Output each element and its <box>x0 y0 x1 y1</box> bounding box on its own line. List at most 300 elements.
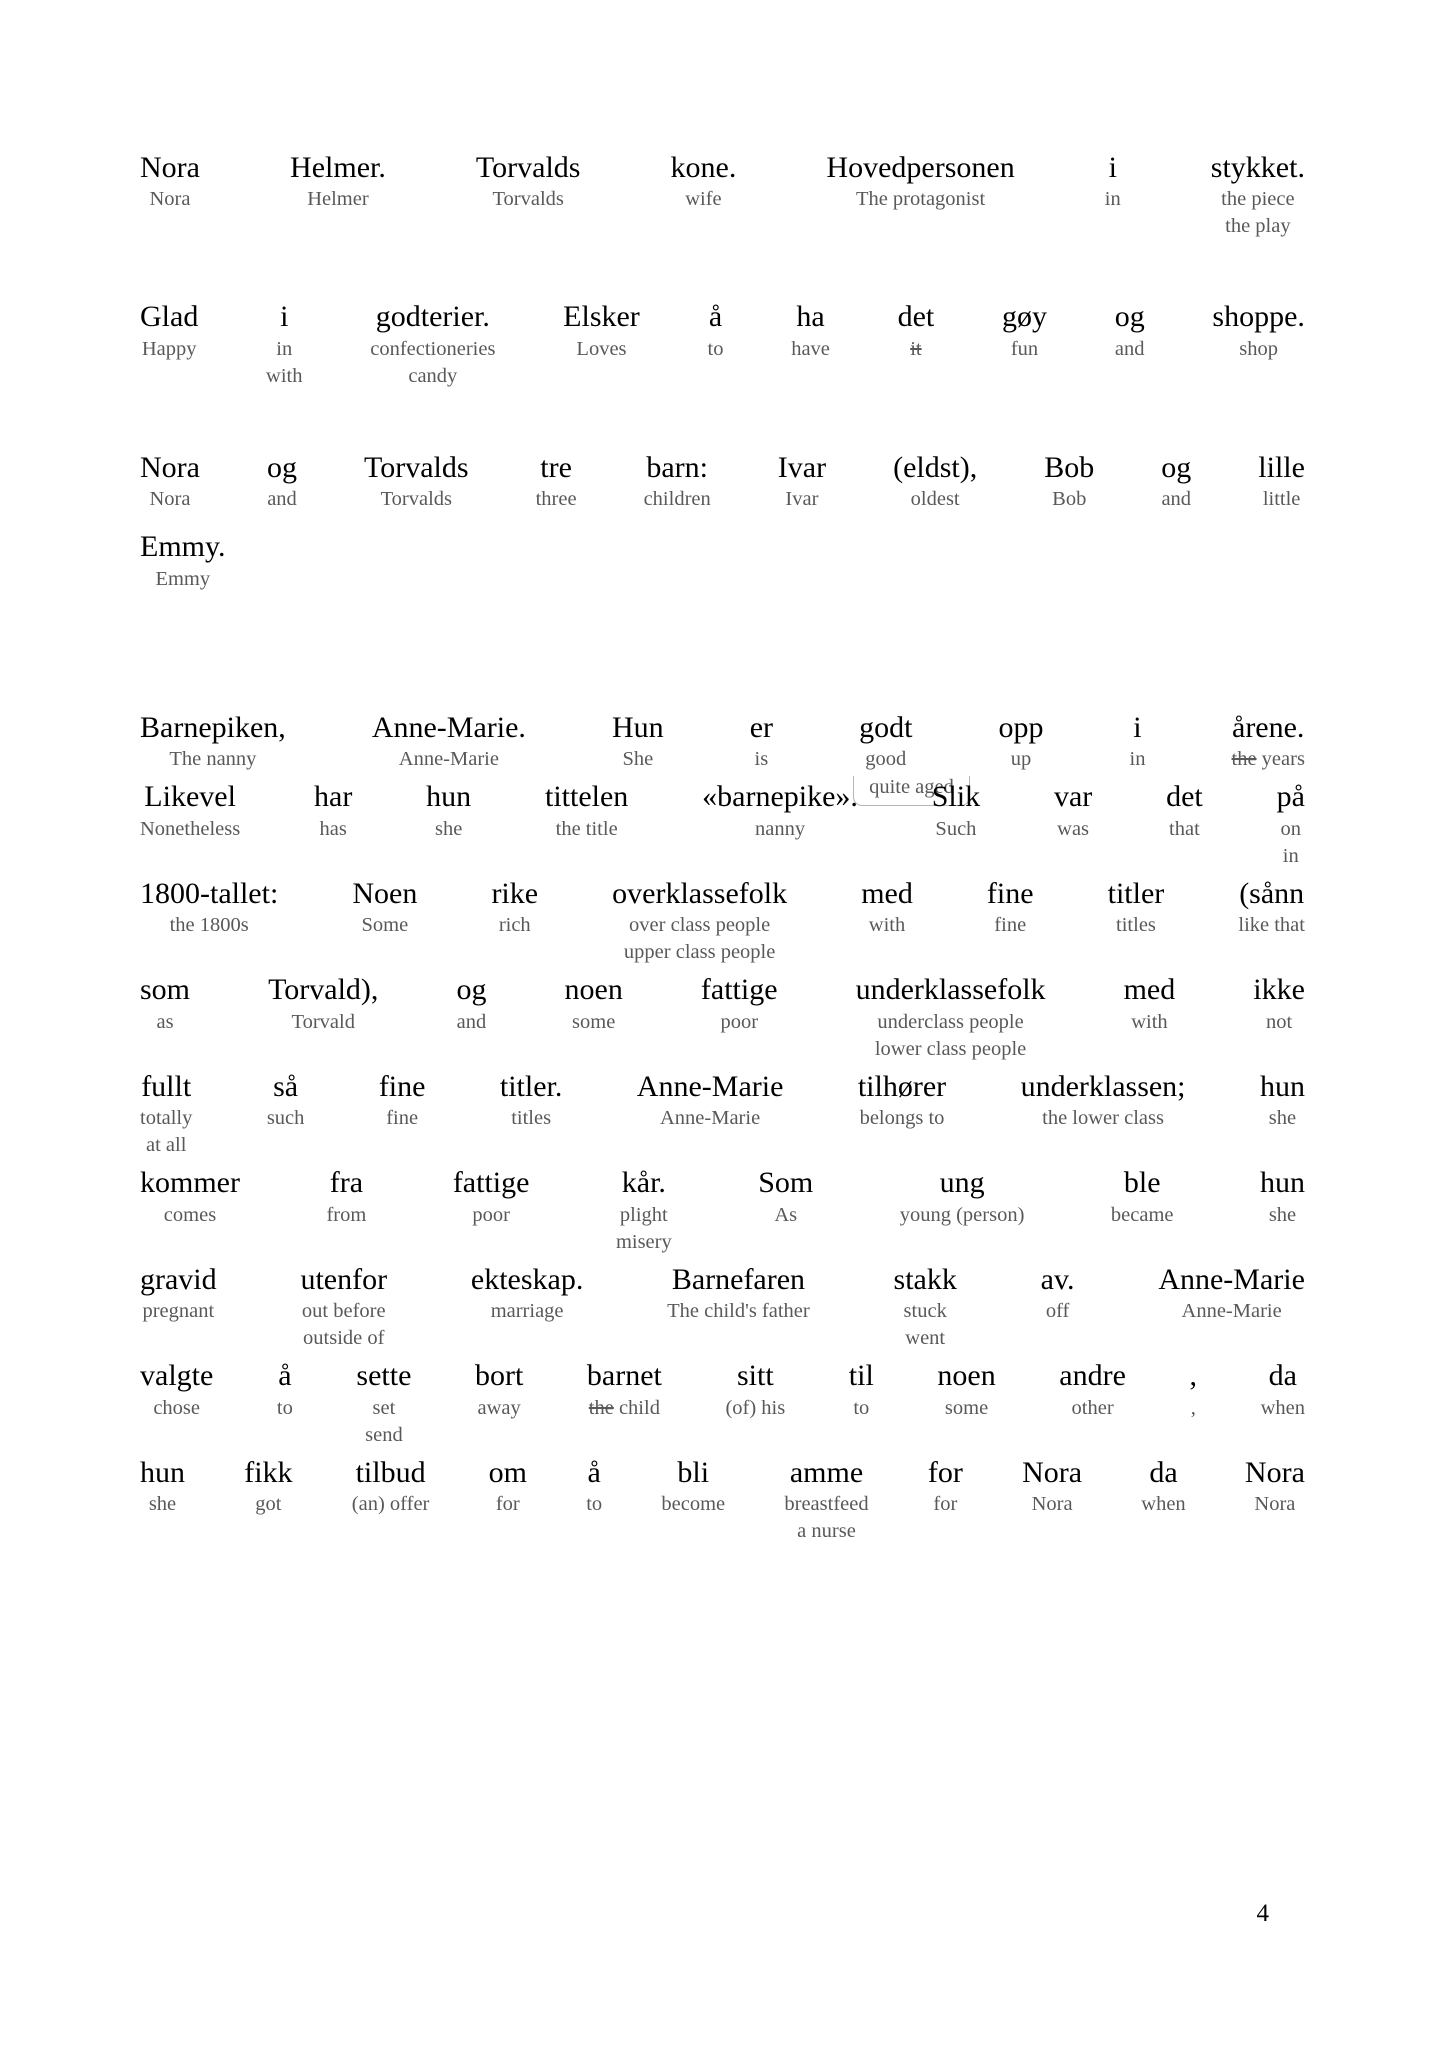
paragraph <box>140 450 1305 593</box>
word-unit[interactable] <box>644 450 711 513</box>
source-word: fullt <box>141 1069 192 1103</box>
gloss-primary: wife <box>685 188 722 211</box>
source-word: var <box>1053 780 1093 814</box>
gloss-primary: Bob <box>1052 488 1087 511</box>
word-unit[interactable] <box>379 1069 426 1132</box>
source-word: (sånn <box>1239 876 1305 910</box>
word-unit[interactable] <box>476 150 581 213</box>
source-word: og <box>456 973 487 1007</box>
gloss-primary: not <box>1266 1010 1293 1033</box>
source-word: , <box>1189 1359 1197 1393</box>
word-unit[interactable] <box>637 1069 784 1132</box>
interlinear-line <box>140 876 1305 966</box>
gloss-primary: three <box>535 488 577 511</box>
gloss-primary: with <box>1131 1010 1168 1033</box>
word-unit[interactable] <box>1260 1165 1305 1228</box>
source-word: valgte <box>140 1359 214 1393</box>
gloss-primary <box>910 336 921 363</box>
gloss-primary: children <box>643 488 711 511</box>
source-word: og <box>1161 450 1192 484</box>
gloss-primary: to <box>853 1396 870 1419</box>
word-unit[interactable] <box>671 150 737 213</box>
gloss-alternate: in <box>1282 844 1299 867</box>
source-word: i <box>1133 710 1142 744</box>
gloss-primary: the title <box>555 817 618 840</box>
word-unit[interactable] <box>587 1358 662 1421</box>
gloss-alternate: lower class people <box>874 1037 1027 1060</box>
word-unit[interactable] <box>701 972 778 1035</box>
gloss-alternate: a nurse <box>797 1520 856 1543</box>
paragraph <box>140 299 1305 389</box>
word-unit[interactable] <box>616 1165 672 1255</box>
word-unit[interactable] <box>1232 710 1305 773</box>
gloss-primary: as <box>156 1010 174 1033</box>
word-unit[interactable] <box>667 1262 810 1325</box>
source-word: fattige <box>700 973 778 1007</box>
word-unit[interactable] <box>900 1165 1025 1228</box>
word-unit[interactable] <box>778 450 826 513</box>
gloss-primary: that <box>1169 817 1200 840</box>
word-unit[interactable] <box>1002 299 1047 362</box>
interlinear-line <box>140 972 1305 1062</box>
interlinear-text-body <box>140 0 1305 1545</box>
source-word: amme <box>789 1455 864 1489</box>
paragraph <box>140 710 1305 1545</box>
gloss-primary: fun <box>1010 337 1039 360</box>
word-unit[interactable] <box>140 710 286 773</box>
source-word: barnet <box>586 1359 662 1393</box>
source-word: Nora <box>140 151 200 184</box>
word-unit[interactable] <box>861 876 913 939</box>
word-unit[interactable] <box>565 972 623 1035</box>
source-word: sitt <box>736 1359 774 1393</box>
gloss-primary: titles <box>1116 914 1156 937</box>
word-unit[interactable] <box>471 1262 583 1325</box>
gloss-primary: to <box>276 1396 293 1419</box>
source-word: 1800-tallet: <box>140 876 279 910</box>
source-word: Helmer. <box>290 151 386 184</box>
word-unit[interactable] <box>856 972 1046 1062</box>
word-unit[interactable] <box>268 972 378 1035</box>
source-word: så <box>273 1069 299 1103</box>
gloss-primary: when <box>1141 1493 1186 1516</box>
source-word: hun <box>426 780 472 814</box>
word-unit[interactable] <box>1258 450 1305 513</box>
word-unit[interactable] <box>426 779 471 842</box>
gloss-primary: become <box>661 1493 726 1516</box>
gloss-primary: underclass people <box>877 1010 1024 1033</box>
interlinear-line <box>140 1262 1305 1352</box>
source-word: å <box>278 1359 292 1393</box>
struck-gloss-word: the <box>1231 748 1257 771</box>
struck-gloss-text: it <box>910 337 922 360</box>
word-unit[interactable] <box>563 299 640 362</box>
word-unit[interactable] <box>932 779 980 842</box>
source-word: årene. <box>1232 710 1305 744</box>
source-word: Hovedpersonen <box>826 151 1015 184</box>
word-unit[interactable] <box>475 1358 523 1421</box>
word-unit[interactable] <box>702 779 858 842</box>
gloss-primary: in <box>276 337 293 360</box>
gloss-primary: stuck <box>903 1300 947 1323</box>
source-word: Bob <box>1044 450 1095 484</box>
word-unit[interactable] <box>725 1358 785 1421</box>
word-unit[interactable] <box>372 710 526 773</box>
gloss-primary: in <box>1104 188 1121 211</box>
gloss-primary: got <box>255 1493 282 1516</box>
word-unit[interactable] <box>326 1165 366 1228</box>
gloss-primary: on <box>1280 817 1301 840</box>
source-word: noen <box>564 973 623 1007</box>
gloss-primary: breastfeed <box>784 1493 869 1516</box>
source-word: hun <box>1259 1166 1305 1200</box>
gloss-primary: confectioneries <box>370 337 496 360</box>
word-unit[interactable] <box>500 1069 563 1132</box>
word-unit[interactable] <box>1253 972 1305 1035</box>
gloss-primary: over class people <box>629 914 771 937</box>
gloss-primary: for <box>933 1493 958 1516</box>
annotation-boxed[interactable]: quite aged <box>853 774 970 806</box>
word-unit[interactable] <box>267 1069 305 1132</box>
word-unit[interactable] <box>1044 450 1094 513</box>
word-unit[interactable] <box>1054 779 1092 842</box>
gloss-primary: she <box>148 1493 177 1516</box>
source-word: ha <box>796 300 825 334</box>
word-unit[interactable] <box>661 1455 725 1518</box>
source-word: tilhører <box>857 1069 947 1103</box>
gloss-primary: Happy <box>141 337 197 360</box>
word-unit[interactable] <box>140 529 226 592</box>
word-unit[interactable] <box>1124 972 1176 1035</box>
gloss-primary: she <box>1268 1203 1297 1226</box>
gloss-primary: has <box>319 817 347 840</box>
gloss-alternate: misery <box>615 1230 672 1253</box>
gloss-primary: fine <box>994 914 1027 937</box>
word-unit[interactable] <box>708 299 724 362</box>
gloss-primary: Loves <box>576 337 627 360</box>
source-word: underklassefolk <box>855 973 1046 1007</box>
gloss-primary: young (person) <box>899 1203 1025 1226</box>
interlinear-line <box>140 1455 1305 1545</box>
source-word: kår. <box>621 1166 666 1200</box>
word-unit[interactable] <box>987 876 1034 939</box>
gloss-primary: She <box>622 748 654 771</box>
gloss-primary: marriage <box>490 1300 564 1323</box>
gloss-primary: shop <box>1239 337 1279 360</box>
vertical-spacer <box>140 392 1305 450</box>
word-unit[interactable] <box>1141 1455 1185 1518</box>
gloss-primary <box>589 1395 660 1422</box>
word-unit[interactable] <box>1277 779 1305 869</box>
gloss-primary: the 1800s <box>169 914 249 937</box>
word-unit[interactable] <box>453 1165 530 1228</box>
source-word: det <box>897 300 935 334</box>
word-unit[interactable] <box>140 779 240 842</box>
word-unit[interactable] <box>1190 1358 1198 1421</box>
source-word: bort <box>474 1359 524 1393</box>
gloss-primary: and <box>1114 337 1145 360</box>
word-unit[interactable] <box>491 876 538 939</box>
word-unit[interactable] <box>356 1358 411 1448</box>
gloss-primary: she <box>1268 1107 1297 1130</box>
source-word: fattige <box>452 1166 530 1200</box>
source-word: Nora <box>1244 1455 1305 1489</box>
word-unit[interactable] <box>1022 1455 1082 1518</box>
paragraph <box>140 150 1305 240</box>
word-unit[interactable] <box>1212 299 1305 362</box>
word-unit[interactable] <box>267 450 297 513</box>
gloss-primary: comes <box>163 1203 217 1226</box>
word-unit[interactable] <box>1238 876 1305 939</box>
source-word: godterier. <box>375 300 490 334</box>
gloss-word: child <box>618 1396 660 1419</box>
source-word: fine <box>378 1069 426 1103</box>
word-unit[interactable] <box>612 710 664 773</box>
word-unit[interactable] <box>750 710 773 773</box>
source-word: fra <box>329 1166 364 1200</box>
gloss-primary: poor <box>720 1010 759 1033</box>
source-word: tilbud <box>355 1455 426 1489</box>
source-word: ung <box>939 1166 985 1200</box>
gloss-primary: Nora <box>149 188 191 211</box>
word-unit[interactable] <box>140 299 198 362</box>
gloss-primary: Ivar <box>785 488 819 511</box>
source-word: bli <box>677 1455 710 1489</box>
source-word: gøy <box>1001 300 1047 334</box>
word-unit[interactable] <box>545 779 628 842</box>
source-word: fikk <box>244 1455 293 1489</box>
gloss-primary: the piece <box>1221 188 1295 211</box>
word-unit[interactable] <box>791 299 830 362</box>
source-word: noen <box>937 1359 996 1393</box>
word-unit[interactable] <box>140 450 200 513</box>
source-word: det <box>1166 780 1203 814</box>
gloss-primary: the lower class <box>1042 1107 1164 1130</box>
gloss-primary: was <box>1057 817 1090 840</box>
word-unit[interactable] <box>140 1358 213 1421</box>
gloss-primary: pregnant <box>142 1300 215 1323</box>
source-word: godt <box>859 710 913 744</box>
gloss-primary: The nanny <box>169 748 257 771</box>
source-word: for <box>927 1455 963 1489</box>
vertical-spacer <box>140 0 1305 150</box>
source-word: Noen <box>352 876 418 910</box>
gloss-primary: The protagonist <box>855 188 986 211</box>
word-unit[interactable] <box>849 1358 874 1421</box>
vertical-spacer <box>140 242 1305 299</box>
word-unit[interactable] <box>277 1358 293 1421</box>
source-word: med <box>861 876 913 910</box>
gloss-primary: Torvalds <box>492 188 564 211</box>
word-unit[interactable] <box>266 299 302 389</box>
word-unit[interactable] <box>1105 150 1121 213</box>
word-unit[interactable] <box>244 1455 292 1518</box>
gloss-alternate: at all <box>145 1134 187 1157</box>
word-unit[interactable] <box>1211 150 1305 240</box>
gloss-primary: and <box>267 488 297 511</box>
line-spacer <box>140 515 1305 529</box>
source-word: Barnefaren <box>671 1262 806 1296</box>
source-word: av. <box>1040 1262 1075 1296</box>
word-unit[interactable] <box>140 1455 185 1518</box>
word-unit[interactable] <box>1245 1455 1305 1518</box>
word-unit[interactable] <box>300 1262 387 1352</box>
source-word: Nora <box>1022 1455 1083 1489</box>
gloss-primary: with <box>868 914 906 937</box>
struck-gloss-word: the <box>588 1396 614 1419</box>
gloss-primary: belongs to <box>859 1107 945 1130</box>
gloss-primary: when <box>1260 1396 1305 1419</box>
source-word: stykket. <box>1210 151 1305 184</box>
source-word: Barnepiken, <box>140 710 286 744</box>
source-word: lille <box>1258 450 1305 484</box>
word-unit[interactable] <box>1130 710 1146 773</box>
source-word: ekteskap. <box>470 1262 584 1296</box>
word-unit[interactable] <box>489 1455 527 1518</box>
source-word: og <box>267 450 297 484</box>
gloss-primary: away <box>477 1396 521 1419</box>
gloss-primary: Anne-Marie <box>660 1107 761 1130</box>
source-word: titler. <box>499 1069 563 1103</box>
word-unit[interactable] <box>1111 1165 1174 1228</box>
gloss-alternate: with <box>266 364 303 387</box>
gloss-primary: to <box>586 1493 603 1516</box>
source-word: er <box>749 710 774 744</box>
gloss-primary: like that <box>1238 914 1305 937</box>
word-unit[interactable] <box>894 1262 957 1352</box>
source-word: ble <box>1123 1166 1161 1200</box>
source-word: fine <box>986 876 1034 910</box>
source-word: kone. <box>670 151 737 184</box>
gloss-primary: plight <box>619 1203 668 1226</box>
source-word: sette <box>356 1359 412 1393</box>
source-word: om <box>488 1455 527 1489</box>
source-word: opp <box>998 710 1044 744</box>
word-unit[interactable] <box>140 876 278 939</box>
gloss-primary: Emmy <box>155 567 211 590</box>
word-unit[interactable] <box>858 1069 946 1132</box>
word-unit[interactable] <box>140 972 190 1035</box>
gloss-primary: off <box>1045 1300 1070 1323</box>
source-word: da <box>1149 1455 1178 1489</box>
word-unit[interactable] <box>290 150 386 213</box>
word-unit[interactable] <box>893 450 977 513</box>
word-unit[interactable] <box>364 450 469 513</box>
source-word: Anne-Marie. <box>371 710 526 744</box>
source-word: hun <box>140 1455 185 1489</box>
gloss-primary: Nora <box>1254 1493 1296 1516</box>
word-unit[interactable] <box>898 299 935 362</box>
source-word: med <box>1123 973 1176 1007</box>
word-unit[interactable] <box>140 1262 217 1325</box>
word-unit[interactable] <box>140 1069 192 1159</box>
word-unit[interactable] <box>1158 1262 1305 1325</box>
gloss-primary: some <box>944 1396 989 1419</box>
source-word: Torvalds <box>475 151 581 184</box>
gloss-alternate: send <box>365 1423 403 1446</box>
gloss-word: years <box>1261 748 1305 771</box>
source-word: (eldst), <box>893 450 978 484</box>
word-unit[interactable] <box>586 1455 602 1518</box>
gloss-primary <box>1232 746 1305 773</box>
page-number: 4 <box>1256 1900 1269 1927</box>
gloss-primary: (of) his <box>725 1396 786 1419</box>
word-unit[interactable] <box>536 450 577 513</box>
source-word: Glad <box>140 300 199 334</box>
gloss-primary: other <box>1071 1396 1114 1419</box>
gloss-primary: in <box>1129 748 1146 771</box>
gloss-alternate: outside of <box>303 1327 385 1350</box>
source-word: Likevel <box>144 780 236 814</box>
word-unit[interactable] <box>1261 1358 1305 1421</box>
word-unit[interactable] <box>1021 1069 1186 1132</box>
interlinear-line <box>140 529 1305 592</box>
word-unit[interactable] <box>370 299 495 389</box>
gloss-primary: such <box>266 1107 305 1130</box>
word-unit[interactable] <box>352 876 417 939</box>
word-unit[interactable] <box>1115 299 1145 362</box>
word-unit[interactable] <box>140 150 200 213</box>
word-unit[interactable] <box>1108 876 1165 939</box>
gloss-primary: some <box>572 1010 616 1033</box>
interlinear-line <box>140 150 1305 240</box>
word-unit[interactable] <box>140 1165 240 1228</box>
gloss-primary: little <box>1262 488 1301 511</box>
word-unit[interactable] <box>859 710 954 798</box>
gloss-primary: she <box>435 817 463 840</box>
source-word: i <box>1108 151 1117 184</box>
source-word: Nora <box>140 450 200 484</box>
word-unit[interactable] <box>456 972 486 1035</box>
word-unit[interactable] <box>314 779 352 842</box>
gloss-primary: good <box>865 748 907 771</box>
word-unit[interactable] <box>928 1455 963 1518</box>
gloss-primary: Such <box>935 817 977 840</box>
word-unit[interactable] <box>758 1165 813 1228</box>
gloss-primary: nanny <box>754 817 806 840</box>
vertical-spacer <box>140 595 1305 710</box>
gloss-primary: set <box>372 1396 396 1419</box>
word-unit[interactable] <box>784 1455 868 1545</box>
word-unit[interactable] <box>1166 779 1203 842</box>
source-word: gravid <box>140 1262 217 1296</box>
word-unit[interactable] <box>937 1358 995 1421</box>
source-word: stakk <box>893 1262 957 1296</box>
word-unit[interactable] <box>998 710 1043 773</box>
source-word: å <box>708 300 723 334</box>
word-unit[interactable] <box>826 150 1014 213</box>
word-unit[interactable] <box>1161 450 1191 513</box>
gloss-primary: Nonetheless <box>140 817 241 840</box>
source-word: å <box>587 1455 601 1489</box>
word-unit[interactable] <box>1059 1358 1126 1421</box>
source-word: Anne-Marie <box>1158 1262 1305 1296</box>
gloss-primary: Anne-Marie <box>398 748 499 771</box>
gloss-primary: up <box>1010 748 1032 771</box>
word-unit[interactable] <box>612 876 787 966</box>
word-unit[interactable] <box>1260 1069 1305 1132</box>
source-word: Som <box>758 1166 814 1200</box>
gloss-primary: Nora <box>1031 1493 1073 1516</box>
word-unit[interactable] <box>1041 1262 1075 1325</box>
word-unit[interactable] <box>352 1455 430 1518</box>
source-word: på <box>1276 780 1305 814</box>
gloss-primary: totally <box>140 1107 193 1130</box>
gloss-primary: Anne-Marie <box>1181 1300 1282 1323</box>
source-word: utenfor <box>300 1262 388 1296</box>
source-word: Elsker <box>563 300 640 334</box>
interlinear-line <box>140 450 1305 513</box>
